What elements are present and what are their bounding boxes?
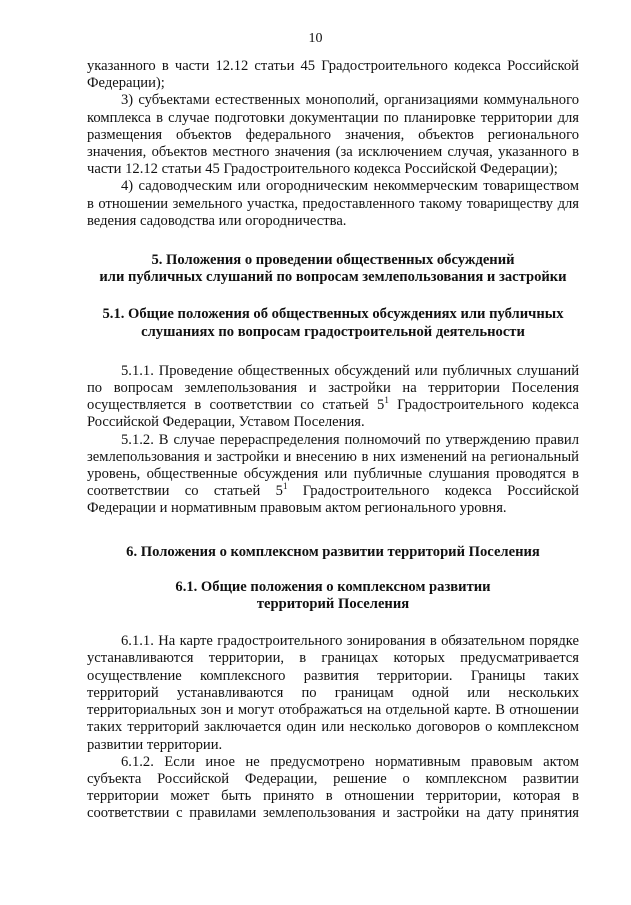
list-item-4: 4) садоводческим или огородническим некоммерческим товариществом в отношении земельного участка, предоставленного такому товариществу для ведения садоводства или огородничества. [87, 178, 579, 229]
section-5-1-heading [87, 306, 579, 340]
paragraph-5-1-2-text-a: 5.1.2. В случае перераспределения полномочий по утверждению правил землепользования и застройки и внесению в них изменений на региональный уровень, общественные обсуждения или публичные слушания проводятся в соответствии со статьей 5 [87, 431, 579, 500]
section-6-1-heading-line-1: 6.1. Общие положения о комплексном развитии [175, 578, 491, 595]
section-5-heading-line-1: 5. Положения о проведении общественных обсуждений [151, 252, 515, 269]
list-item-2-continuation: указанного в части 12.12 статьи 45 Градостроительного кодекса Российской Федерации); [87, 58, 579, 92]
section-6-1-heading [87, 579, 579, 613]
section-5-1-heading-line-1: 5.1. Общие положения об общественных обсуждениях или публичных [102, 306, 564, 323]
paragraph-5-1-2-text-b: Градостроительного кодекса Российской Федерации и нормативным правовым актом регионального уровня. [87, 483, 579, 517]
paragraph-5-1-1 [87, 363, 579, 432]
paragraph-5-1-1-text-b: Градостроительного кодекса Российской Федерации, Уставом Поселения. [87, 397, 579, 431]
section-6-heading: 6. Положения о комплексном развитии территорий Поселения [126, 543, 540, 560]
paragraph-5-1-2 [87, 432, 579, 518]
section-5-heading [87, 252, 579, 286]
paragraph-5-1-1-text-a: 5.1.1. Проведение общественных обсуждений или публичных слушаний по вопросам землепользования и застройки на территории Поселения осуществляется в соответствии со статьей 5 [87, 362, 579, 414]
paragraph-6-1-2: 6.1.2. Если иное не предусмотрено нормативным правовым актом субъекта Российской Федерации, решение о комплексном развитии территории может быть принято в отношении территории, которая в соответствии с правилами землепользования и застройки на дату принятия [87, 753, 579, 822]
paragraph-6-1-1: 6.1.1. На карте градостроительного зонирования в обязательном порядке устанавливаются территории, в границах которых предусматривается осуществление комплексного развития территории. Границы таких территорий устанавливаются по границам одной или нескольких территориальных зон и могут отображаться на отдельной карте. В отношении таких территорий заключается один или несколько договоров о комплексном развитии территории. [87, 633, 579, 753]
paragraph-5-1-2-superscript: 1 [282, 481, 288, 492]
section-6-1-heading-line-2: территорий Поселения [256, 596, 410, 613]
page-number: 10 [308, 31, 323, 46]
paragraph-5-1-1-superscript: 1 [384, 395, 389, 406]
document-body [87, 58, 579, 823]
section-5-heading-line-2: или публичных слушаний по вопросам землепользования и застройки [99, 269, 567, 286]
section-5-1-heading-line-2: слушаниях по вопросам градостроительной деятельности [141, 323, 525, 340]
list-item-3: 3) субъектами естественных монополий, организациями коммунального комплекса в случае подготовки документации по планировке территории для размещения объектов федерального значения, объектов регионального значения, объектов местного значения (за исключением случая, указанного в части 12.12 статьи 45 Градостроительного кодекса Российской Федерации); [87, 92, 579, 178]
